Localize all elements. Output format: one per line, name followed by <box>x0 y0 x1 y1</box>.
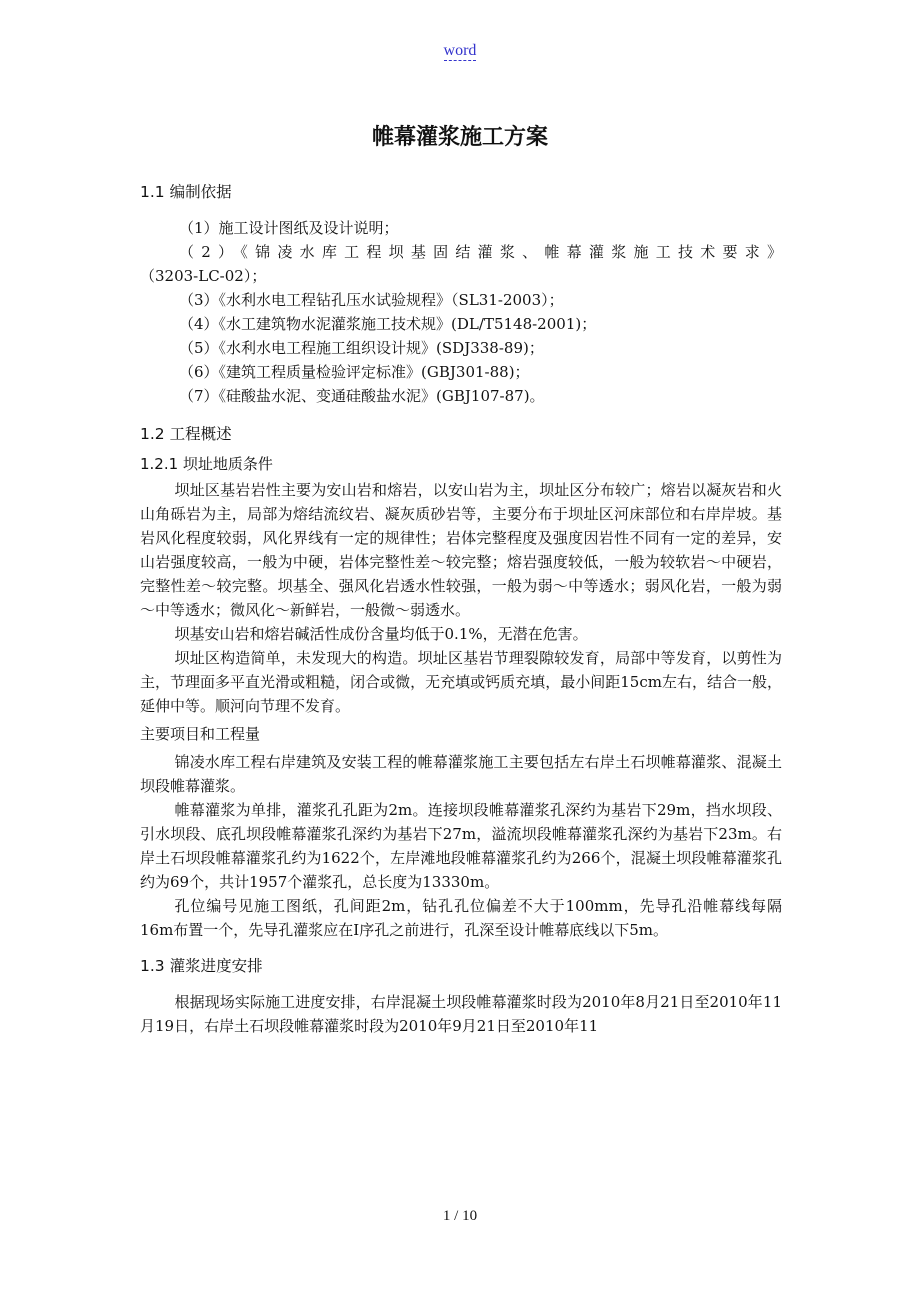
geology-paragraph-3: 坝址区构造简单，未发现大的构造。坝址区基岩节理裂隙较发育，局部中等发育，以剪性为主，节理面多平直光滑或粗糙，闭合或微，无充填或钙质充填，最小间距15cm左右，结合一般，延伸中等。顺河向节理不发育。 <box>140 649 782 715</box>
document-title: 帷幕灌浆施工方案 <box>371 124 548 150</box>
header-word-link <box>0 41 920 61</box>
main-items-paragraph-3: 孔位编号见施工图纸，孔间距2m，钻孔孔位偏差不大于100mm，先导孔沿帷幕线每隔16m布置一个，先导孔灌浆应在Ⅰ序孔之前进行，孔深至设计帷幕底线以下5m。 <box>140 897 782 939</box>
main-items-paragraph-1: 锦凌水库工程右岸建筑及安装工程的帷幕灌浆施工主要包括左右岸土石坝帷幕灌浆、混凝土坝段帷幕灌浆。 <box>140 753 782 795</box>
section-heading-1-3: 1.3 灌浆进度安排 <box>140 957 263 975</box>
section-heading-1-2: 1.2 工程概述 <box>140 425 232 443</box>
reference-item-4: （4）《水工建筑物水泥灌浆施工技术规》(DL/T5148-2001)； <box>179 315 597 333</box>
document-body <box>140 176 782 1038</box>
schedule-paragraph-1: 根据现场实际施工进度安排，右岸混凝土坝段帷幕灌浆时段为2010年8月21日至2010年11月19日，右岸土石坝段帷幕灌浆时段为2010年9月21日至2010年11 <box>140 993 782 1035</box>
geology-paragraph-2: 坝基安山岩和熔岩碱活性成份含量均低于0.1%，无潜在危害。 <box>174 625 588 643</box>
reference-item-5: （5）《水利水电工程施工组织设计规》(SDJ338-89)； <box>179 339 544 357</box>
geology-paragraph-1: 坝址区基岩岩性主要为安山岩和熔岩，以安山岩为主，坝址区分布较广；熔岩以凝灰岩和火山角砾岩为主，局部为熔结流纹岩、凝灰质砂岩等，主要分布于坝址区河床部位和右岸岸坡。基岩风化程度较弱，风化界线有一定的规律性；岩体完整程度及强度因岩性不同有一定的差异，安山岩强度较高，一般为中硬，岩体完整性差～较完整；熔岩强度较低，一般为较软岩～中硬岩，完整性差～较完整。坝基全、强风化岩透水性较强，一般为弱～中等透水；弱风化岩，一般为弱～中等透水；微风化～新鲜岩，一般微～弱透水。 <box>140 481 782 619</box>
reference-item-7: （7）《硅酸盐水泥、变通硅酸盐水泥》(GBJ107-87)。 <box>179 387 545 405</box>
reference-item-6: （6）《建筑工程质量检验评定标准》(GBJ301-88)； <box>179 363 530 381</box>
reference-item-2-code: （3203-LC-02）； <box>140 267 267 285</box>
subsection-heading-1-2-1: 1.2.1 坝址地质条件 <box>140 455 273 473</box>
reference-item-1: （1）施工设计图纸及设计说明； <box>179 219 399 237</box>
word-link[interactable]: word <box>443 42 477 59</box>
main-items-paragraph-2: 帷幕灌浆为单排，灌浆孔孔距为2m。连接坝段帷幕灌浆孔深约为基岩下29m，挡水坝段、引水坝段、底孔坝段帷幕灌浆孔深约为基岩下27m，溢流坝段帷幕灌浆孔深约为基岩下23m。右岸土石坝段帷幕灌浆孔约为1622个，左岸滩地段帷幕灌浆孔约为266个，混凝土坝段帷幕灌浆孔约为69个，共计1957个灌浆孔，总长度为13330m。 <box>140 801 782 891</box>
reference-item-2: （2）《锦凌水库工程坝基固结灌浆、帷幕灌浆施工技术要求》 <box>179 243 782 261</box>
subsection-heading-main-items: 主要项目和工程量 <box>140 725 261 743</box>
section-heading-1-1: 1.1 编制依据 <box>140 183 232 201</box>
reference-item-3: （3）《水利水电工程钻孔压水试验规程》（SL31-2003）； <box>179 291 564 309</box>
page-number: 1 / 10 <box>442 1208 478 1224</box>
